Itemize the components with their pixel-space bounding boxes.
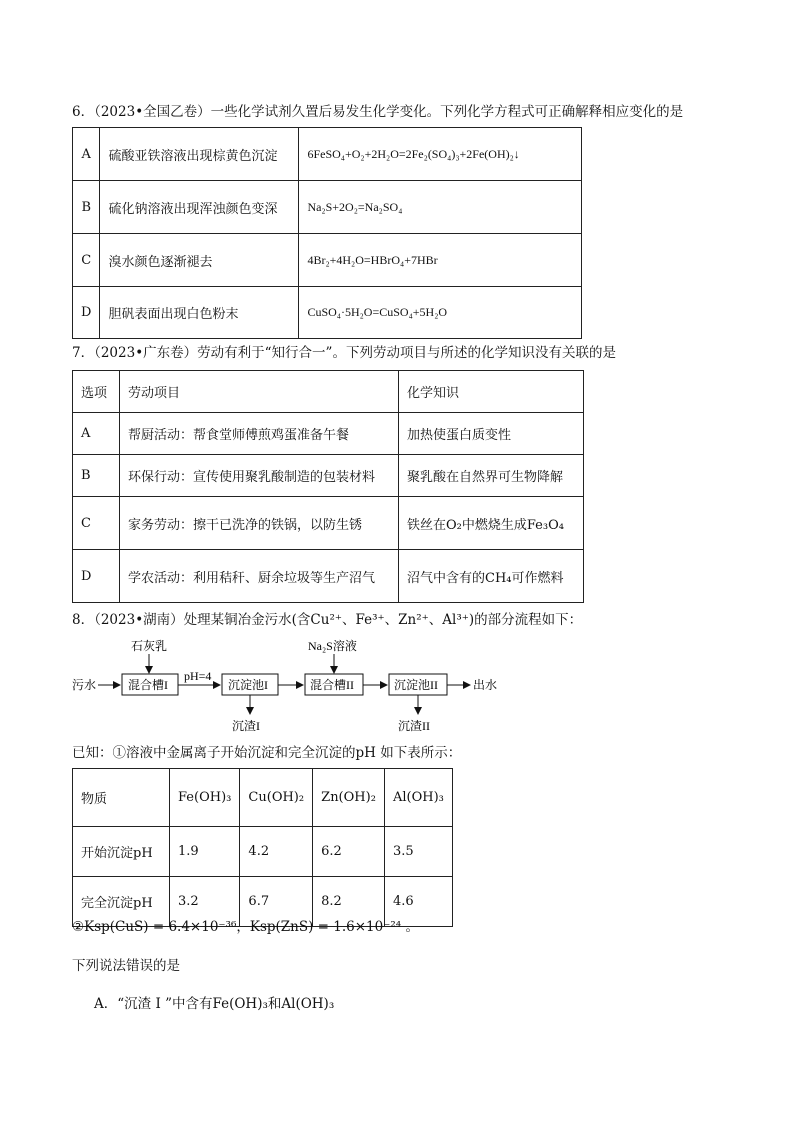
pool2-label: 沉淀池II	[394, 678, 438, 692]
phenomenon-cell: 胆矾表面出现白色粉末	[100, 287, 299, 339]
phenomenon-cell: 硫酸亚铁溶液出现棕黄色沉淀	[100, 128, 299, 181]
table-row	[73, 455, 584, 497]
known-intro: 已知：①溶液中金属离子开始沉淀和完全沉淀的pH 如下表所示：	[72, 745, 462, 761]
header-cell: 选项	[73, 371, 120, 413]
outlet-label: 出水	[473, 678, 498, 692]
tank2-label: 混合槽II	[310, 678, 354, 692]
ph-table	[72, 768, 453, 927]
option-cell: A	[73, 413, 120, 455]
option-cell: C	[73, 497, 120, 550]
equation-cell: Na₂S+2O₂=Na₂SO₄	[299, 181, 582, 234]
value-cell: 3.2	[170, 877, 240, 927]
project-cell: 学农活动：利用秸秆、厨余垃圾等生产沼气	[120, 550, 399, 603]
table-row	[73, 550, 584, 603]
option-cell: B	[73, 181, 100, 234]
knowledge-cell: 加热使蛋白质变性	[399, 413, 584, 455]
value-cell: 6.7	[240, 877, 313, 927]
knowledge-cell: 沼气中含有的CH₄可作燃料	[399, 550, 584, 603]
project-cell: 环保行动：宣传使用聚乳酸制造的包装材料	[120, 455, 399, 497]
header-cell: Zn(OH)₂	[313, 769, 385, 827]
value-cell: 6.2	[313, 827, 385, 877]
equation-cell: CuSO₄·5H₂O=CuSO₄+5H₂O	[299, 287, 582, 339]
option-a[interactable]: A．“沉渣 I ”中含有Fe(OH)₃和Al(OH)₃	[94, 996, 335, 1012]
residue2-label: 沉渣II	[398, 719, 430, 733]
table-row	[73, 234, 582, 287]
value-cell: 1.9	[170, 827, 240, 877]
project-cell: 帮厨活动：帮食堂师傅煎鸡蛋准备午餐	[120, 413, 399, 455]
header-cell: Fe(OH)₃	[170, 769, 240, 827]
q7-table	[72, 370, 584, 603]
question-prompt: 下列说法错误的是	[72, 958, 180, 974]
value-cell: 8.2	[313, 877, 385, 927]
table-row	[73, 287, 582, 339]
table-row	[73, 181, 582, 234]
knowledge-cell: 聚乳酸在自然界可生物降解	[399, 455, 584, 497]
q6-table	[72, 127, 582, 339]
row-label: 完全沉淀pH	[73, 877, 170, 927]
option-cell: D	[73, 287, 100, 339]
header-cell: Al(OH)₃	[384, 769, 452, 827]
header-cell: Cu(OH)₂	[240, 769, 313, 827]
inlet-label: 污水	[72, 678, 97, 692]
process-flow-diagram	[72, 638, 532, 738]
table-header-row	[73, 371, 584, 413]
tank1-label: 混合槽I	[128, 678, 168, 692]
q8-stem: 8．（2023•湖南）处理某铜冶金污水(含Cu²⁺、Fe³⁺、Zn²⁺、Al³⁺)的部分流程如下：	[72, 612, 583, 628]
table-row	[73, 413, 584, 455]
table-row	[73, 128, 582, 181]
value-cell: 3.5	[384, 827, 452, 877]
option-cell: C	[73, 234, 100, 287]
header-cell: 物质	[73, 769, 170, 827]
table-row	[73, 497, 584, 550]
reagent1-label: 石灰乳	[131, 639, 168, 653]
project-cell: 家务劳动：擦干已洗净的铁锅，以防生锈	[120, 497, 399, 550]
option-cell: B	[73, 455, 120, 497]
ph-label: pH=4	[184, 669, 212, 683]
option-cell: A	[73, 128, 100, 181]
knowledge-cell: 铁丝在O₂中燃烧生成Fe₃O₄	[399, 497, 584, 550]
table-row	[73, 827, 453, 877]
value-cell: 4.2	[240, 827, 313, 877]
q7-stem: 7．（2023•广东卷）劳动有利于“知行合一”。下列劳动项目与所述的化学知识没有关联的是	[72, 345, 616, 361]
header-cell: 劳动项目	[120, 371, 399, 413]
phenomenon-cell: 硫化钠溶液出现浑浊颜色变深	[100, 181, 299, 234]
equation-cell: 6FeSO₄+O₂+2H₂O=2Fe₂(SO₄)₃+2Fe(OH)₂↓	[299, 128, 582, 181]
pool1-label: 沉淀池I	[228, 678, 268, 692]
option-cell: D	[73, 550, 120, 603]
value-cell: 4.6	[384, 877, 452, 927]
ksp-line: ②Ksp(CuS) = 6.4×10⁻³⁶，Ksp(ZnS) = 1.6×10⁻²⁴ 。	[72, 919, 419, 935]
table-header-row	[73, 769, 453, 827]
header-cell: 化学知识	[399, 371, 584, 413]
q6-stem: 6．（2023•全国乙卷）一些化学试剂久置后易发生化学变化。下列化学方程式可正确解释相应变化的是	[72, 104, 684, 120]
row-label: 开始沉淀pH	[73, 827, 170, 877]
residue1-label: 沉渣I	[232, 719, 260, 733]
equation-cell: 4Br₂+4H₂O=HBrO₄+7HBr	[299, 234, 582, 287]
phenomenon-cell: 溴水颜色逐渐褪去	[100, 234, 299, 287]
reagent2-label: Na₂S溶液	[308, 639, 357, 653]
